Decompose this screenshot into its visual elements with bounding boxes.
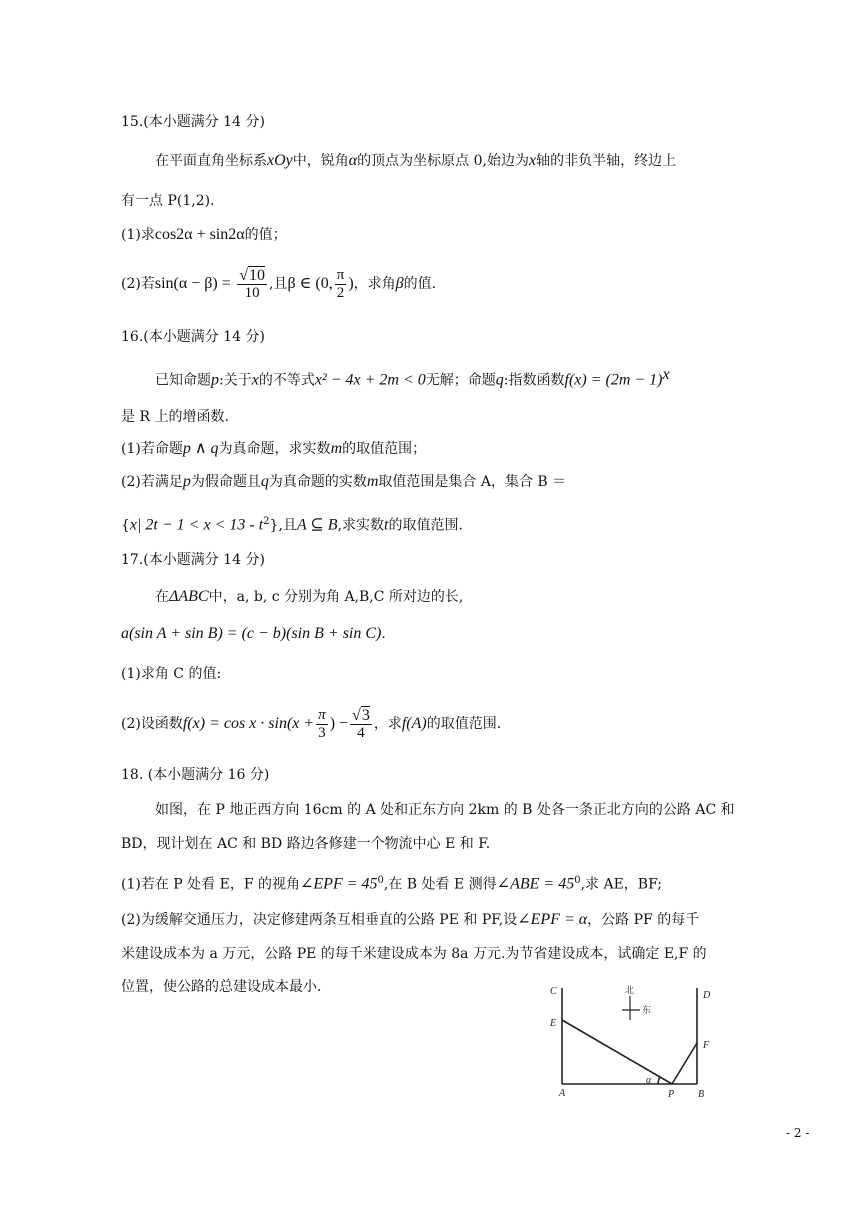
q16-part1: (1)若命题p ∧ q为真命题，求实数m的取值范围； — [121, 440, 427, 457]
q16-header: 16.(本小题满分 14 分) — [121, 329, 265, 345]
page-number: - 2 - — [786, 1126, 810, 1140]
segment-pe — [562, 1020, 672, 1084]
q16-set-definition: {x| $2t - 1 < x < 13 - t^2$},且A ⊆ B,求实数t的取值范围. — [121, 516, 463, 534]
q18-part1: (1)若在 P 处看 E，F 的视角∠EPF = $45^0$,在 B 处看 E 测得∠ABE = $45^0$,求 AE，BF; — [121, 875, 663, 893]
label-a: A — [559, 1088, 566, 1099]
q15-intro: 在平面直角坐标系xOy中，锐角α的顶点为坐标原点 0,始边为x轴的非负半轴，终边上 — [155, 152, 677, 169]
q17-header: 17.(本小题满分 14 分) — [121, 552, 265, 568]
q15-intro-line2: 有一点 P(1,2). — [121, 193, 215, 209]
q18-header: 18. (本小题满分 16 分) — [121, 767, 270, 783]
q18-part2-line2: 米建设成本为 a 万元，公路 PE 的每千米建设成本为 8a 万元.为节省建设成本，试确定 E,F 的 — [121, 946, 707, 962]
sqrt10-over-10-fraction: $\frac{√10}{10}$ — [239, 266, 265, 301]
segment-pf — [672, 1043, 697, 1084]
q17-statement: 在ΔABC中，a, b, c 分别为角 A,B,C 所对边的长, — [155, 588, 464, 605]
label-east: 东 — [642, 1006, 652, 1016]
q17-part1: (1)求角 C 的值: — [121, 666, 222, 682]
q18-part2: (2)为缓解交通压力，决定修建两条互相垂直的公路 PE 和 PF,设∠EPF = α，公路 PF 的每千 — [121, 911, 700, 928]
q17-equation: a(sin A + sin B) = (c − b)(sin B + sin C). — [121, 625, 386, 642]
q17-part2: (2)设函数f(x) = cos x · sin(x + $\frac{\pi}{3}$ ) − $\frac{√3}{4}$ ，求f(A)的取值范围. — [121, 706, 502, 741]
q15-header: 15.(本小题满分 14 分) — [121, 114, 265, 130]
pi-over-2-fraction: $\frac{\pi}{2}$ — [336, 266, 345, 301]
pi-over-3-fraction: $\frac{\pi}{3}$ — [318, 706, 326, 741]
label-alpha: α — [646, 1075, 652, 1086]
road-diagram — [540, 980, 720, 1100]
q15-part2: (2)若sin(α − β) = $\frac{√10}{10}$ ,且β ∈ (0, $\frac{\pi}{2}$ )，求角β的值. — [121, 266, 437, 301]
label-north: 北 — [625, 986, 635, 996]
label-p: P — [668, 1089, 675, 1100]
q15-part1: (1)求cos2α + sin2α的值； — [121, 226, 287, 243]
label-d: D — [703, 990, 711, 1001]
angle-arc — [658, 1077, 660, 1084]
q16-statement: 已知命题p:关于x的不等式x² − 4x + 2m < 0无解；命题q:指数函数$f(x) = (2m - 1)^x$ — [155, 366, 670, 389]
label-c: C — [550, 986, 557, 997]
label-f: F — [703, 1040, 710, 1051]
q18-statement-line2: BD，现计划在 AC 和 BD 路边各修建一个物流中心 E 和 F. — [121, 836, 491, 852]
q18-part2-line3: 位置，使公路的总建设成本最小. — [121, 979, 322, 995]
label-b: B — [698, 1089, 705, 1100]
sqrt3-over-4-fraction: $\frac{√3}{4}$ — [352, 706, 370, 741]
q16-part2: (2)若满足p为假命题且q为真命题的实数m取值范围是集合 A，集合 B ＝ — [121, 473, 567, 490]
q18-statement: 如图，在 P 地正西方向 16cm 的 A 处和正东方向 2km 的 B 处各一条正北方向的公路 AC 和 — [155, 802, 735, 818]
label-e: E — [550, 1018, 557, 1029]
q16-statement-line2: 是 R 上的增函数. — [121, 409, 229, 425]
